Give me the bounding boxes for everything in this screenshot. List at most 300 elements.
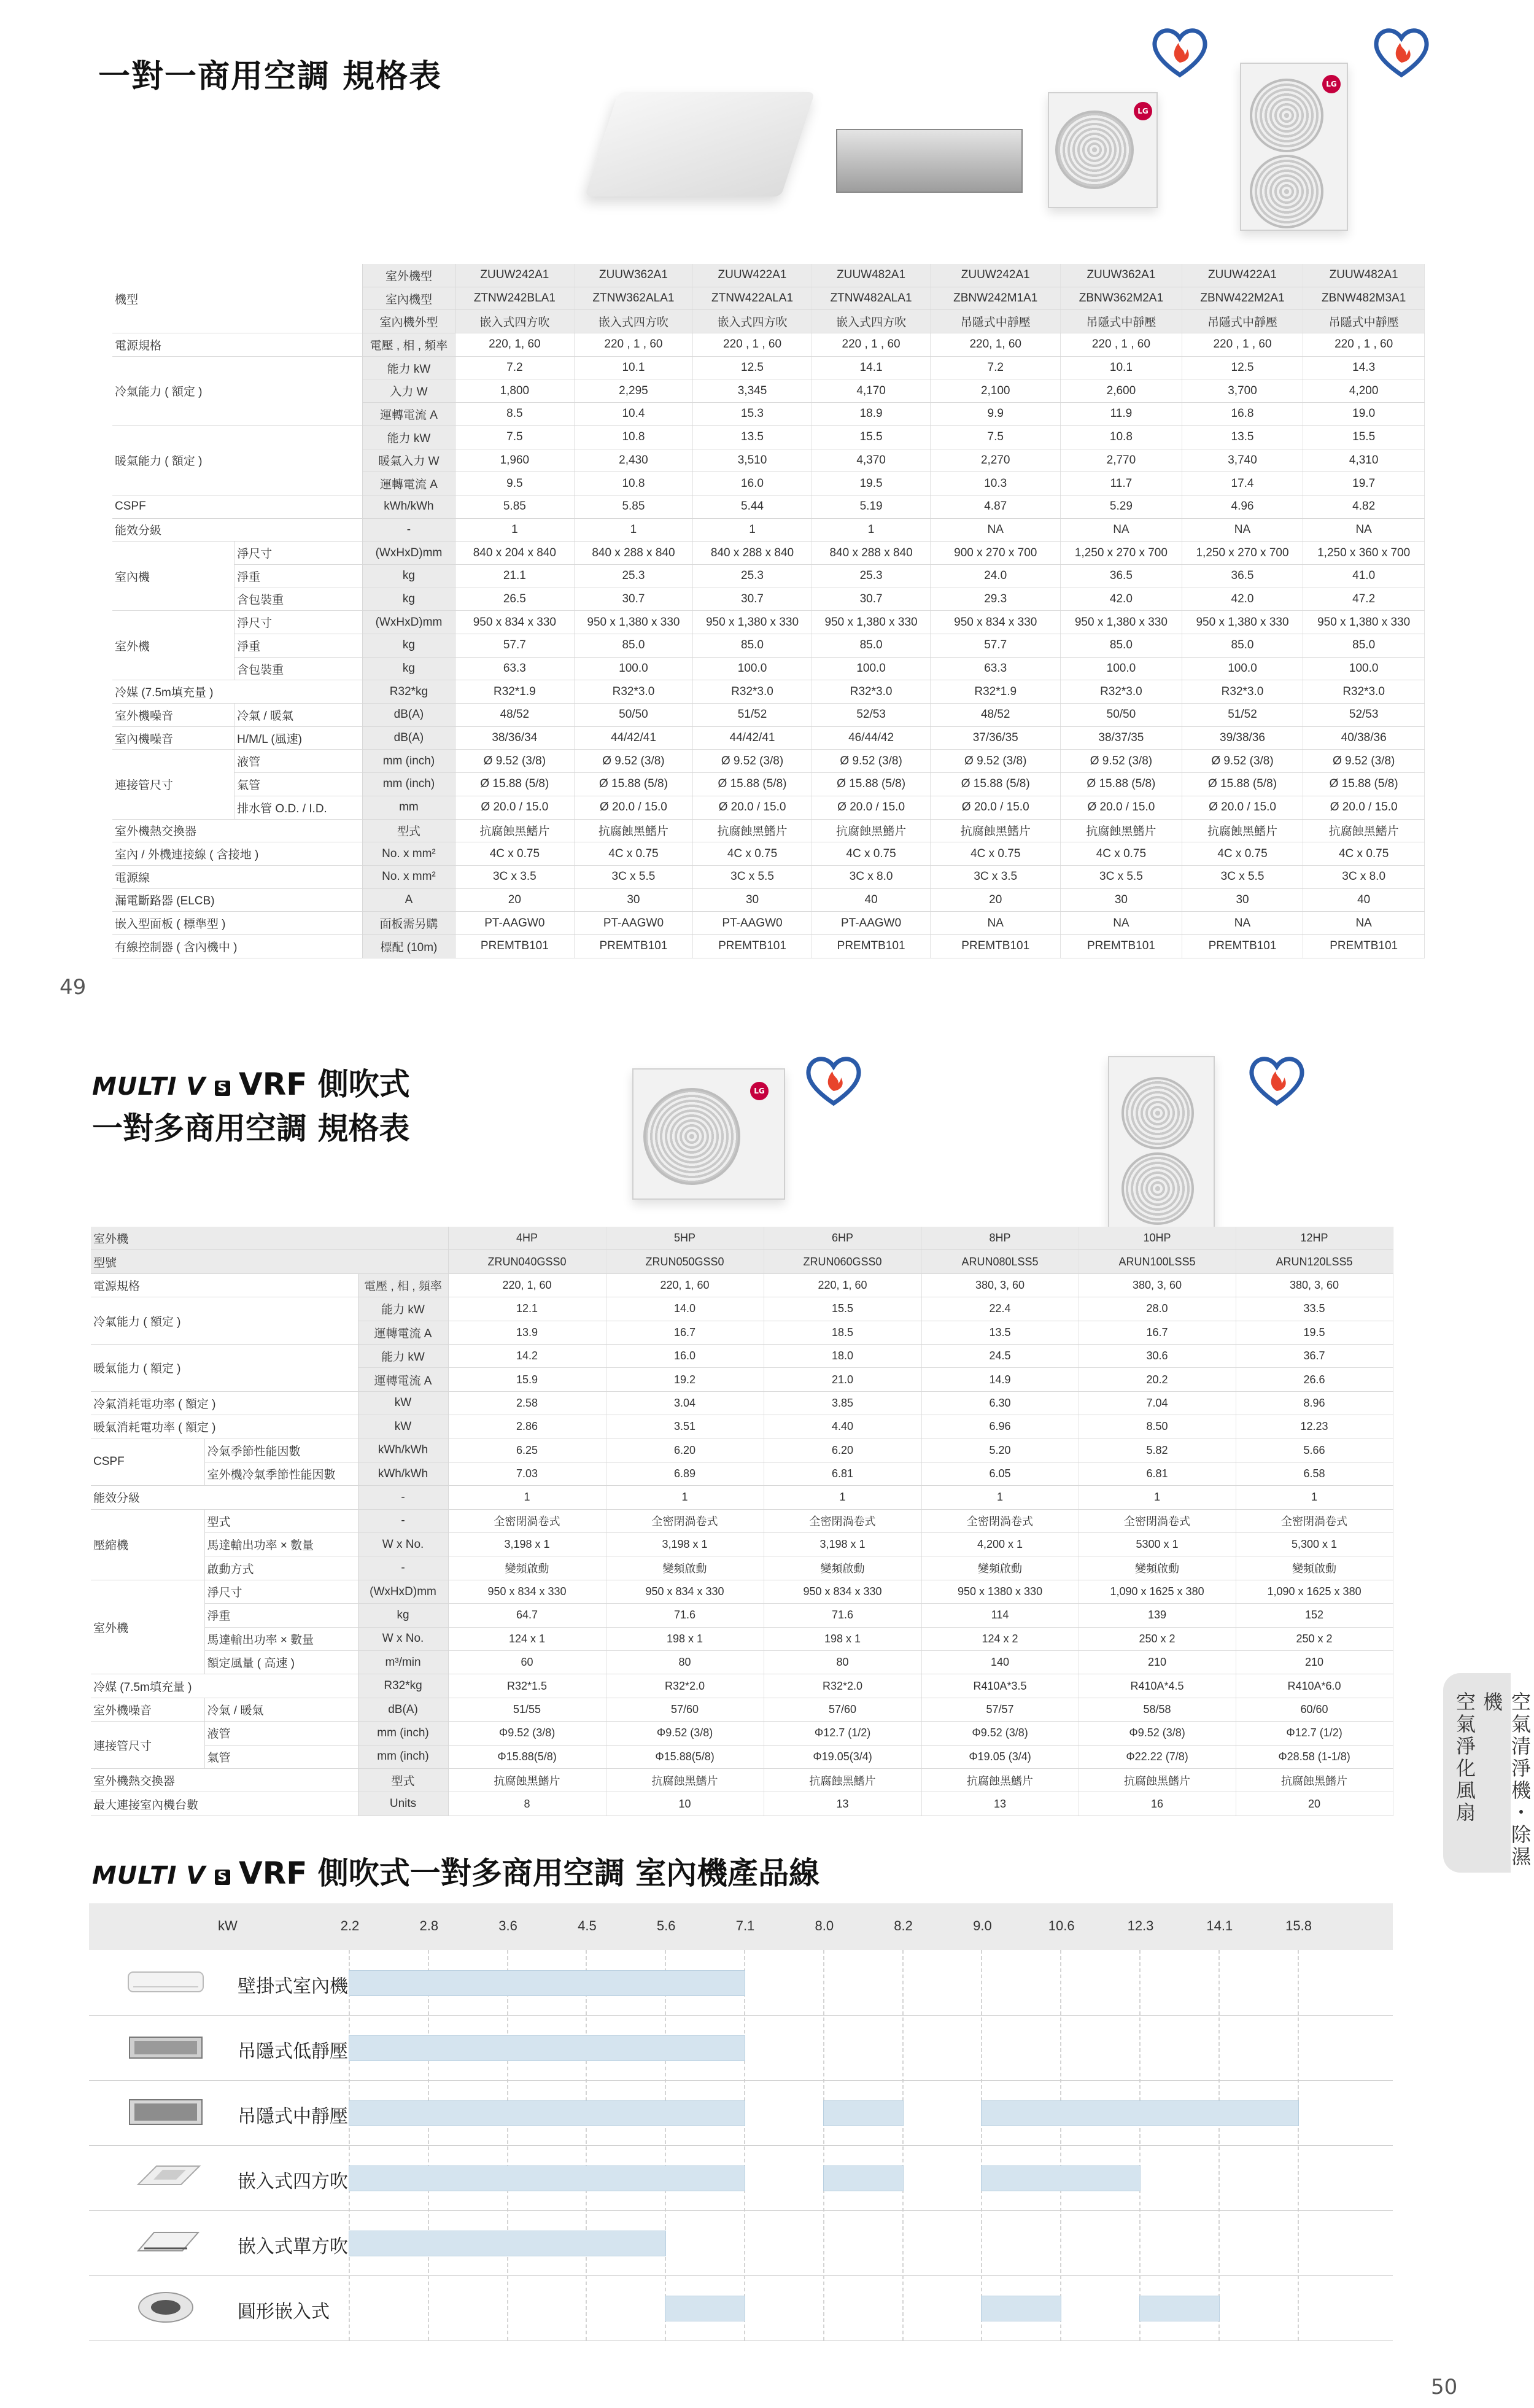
value-cell: Φ19.05 (3/4) [921,1745,1079,1768]
value-cell: 20 [455,888,575,912]
row-unit: kW [358,1415,448,1439]
value-cell: 64.7 [448,1604,606,1627]
row-label: 電源規格 [112,333,362,357]
value-cell: 16 [1079,1792,1236,1816]
value-cell: 38/36/34 [455,726,575,750]
value-cell: 85.0 [1182,634,1303,658]
model-cell: 嵌入式四方吹 [693,310,812,333]
product-line-label: 吊隱式中靜壓 [238,2106,348,2127]
kw-tick: 15.8 [1285,1918,1312,1933]
value-cell: Φ9.52 (3/8) [448,1722,606,1745]
value-cell: 1 [1236,1486,1393,1509]
row-unit: kW [358,1391,448,1415]
model-sub-label: 室內機外型 [362,310,455,333]
row-unit: - [358,1556,448,1580]
product-line-row [89,2015,1393,2081]
model-cell: ZTNW482ALA1 [812,287,931,310]
row-sublabel: 冷氣 / 暖氣 [234,704,363,727]
value-cell: 57/60 [606,1698,764,1721]
row-sublabel: 額定風量 ( 高速 ) [204,1651,358,1674]
value-cell: 42.0 [1182,588,1303,611]
value-cell: 4,310 [1303,449,1425,472]
value-cell: R32*1.9 [455,680,575,704]
product-line-row [89,2275,1393,2341]
value-cell: 7.2 [455,356,575,379]
value-cell: 57/60 [764,1698,921,1721]
value-cell: 840 x 204 x 840 [455,542,575,565]
row-unit: (WxHxD)mm [358,1580,448,1603]
value-cell: 950 x 834 x 330 [455,611,575,634]
value-cell: PREMTB101 [574,934,693,958]
value-cell: 25.3 [574,564,693,588]
value-cell: 1,960 [455,449,575,472]
value-cell: 3C x 5.5 [1061,865,1182,888]
value-cell: 85.0 [812,634,931,658]
value-cell: 全密閉渦卷式 [764,1509,921,1532]
value-cell: 5.20 [921,1439,1079,1462]
value-cell: 4.87 [931,495,1061,518]
value-cell: 30.6 [1079,1344,1236,1367]
row-sublabel: 氣管 [204,1745,358,1768]
value-cell: 4,200 x 1 [921,1533,1079,1556]
heart-flame-icon [1371,25,1432,79]
value-cell: Φ15.88(5/8) [606,1745,764,1768]
row-unit: 能力 kW [362,356,455,379]
value-cell: 全密閉渦卷式 [921,1509,1079,1532]
value-cell: 5.85 [455,495,575,518]
value-cell: 抗腐蝕黑鰭片 [1079,1768,1236,1792]
row-label: 電源規格 [91,1273,358,1297]
value-cell: 198 x 1 [606,1627,764,1650]
value-cell: 9.9 [931,403,1061,426]
row-sublabel: 淨尺寸 [204,1580,358,1603]
row-unit: 能力 kW [362,425,455,449]
side-tab-label-1: 空氣清淨機・除濕機 [1480,1691,1532,1868]
product-line-label: 壁掛式室內機 [238,1976,348,1997]
header-cell: 12HP [1236,1227,1393,1250]
value-cell: 14.0 [606,1297,764,1321]
value-cell: 13 [764,1792,921,1816]
value-cell: 4C x 0.75 [1303,842,1425,866]
value-cell: 40 [812,888,931,912]
value-cell: 220, 1, 60 [931,333,1061,357]
value-cell: 8.96 [1236,1391,1393,1415]
capacity-range-bar [981,2296,1061,2321]
value-cell: 114 [921,1604,1079,1627]
model-sub-label: 室外機型 [362,264,455,287]
heart-flame-icon [1246,1053,1307,1107]
value-cell: 250 x 2 [1236,1627,1393,1650]
value-cell: 25.3 [693,564,812,588]
value-cell: 3,198 x 1 [606,1533,764,1556]
row-unit: dB(A) [358,1698,448,1721]
outdoor-unit-single-fan-image [632,1068,785,1200]
row-unit: kg [362,634,455,658]
value-cell: 7.03 [448,1462,606,1485]
value-cell: 16.0 [693,472,812,495]
value-cell: R32*2.0 [606,1674,764,1698]
row-label: 室外機噪音 [91,1698,204,1721]
model-cell: 吊隱式中靜壓 [1182,310,1303,333]
value-cell: 63.3 [455,657,575,680]
value-cell: 13.5 [693,425,812,449]
value-cell: 5.66 [1236,1439,1393,1462]
value-cell: 14.1 [812,356,931,379]
value-cell: 30 [1061,888,1182,912]
value-cell: PREMTB101 [693,934,812,958]
value-cell: 1 [921,1486,1079,1509]
value-cell: 36.5 [1182,564,1303,588]
product-line-row [89,2145,1393,2211]
value-cell: 3.04 [606,1391,764,1415]
value-cell: 950 x 1,380 x 330 [1061,611,1182,634]
value-cell: 30.7 [693,588,812,611]
row-unit: 運轉電流 A [358,1368,448,1391]
value-cell: R32*3.0 [812,680,931,704]
row-sublabel: 含包裝重 [234,588,363,611]
row-label: 室內機 [112,542,234,611]
row-label: 暖氣能力 ( 額定 ) [91,1344,358,1391]
value-cell: 15.5 [764,1297,921,1321]
value-cell: 15.5 [1303,425,1425,449]
value-cell: 220 , 1 , 60 [574,333,693,357]
value-cell: 1,250 x 360 x 700 [1303,542,1425,565]
value-cell: NA [1303,518,1425,542]
row-unit: dB(A) [362,726,455,750]
value-cell: 1,090 x 1625 x 380 [1236,1580,1393,1603]
model-cell: ZUUW482A1 [812,264,931,287]
value-cell: Ø 20.0 / 15.0 [931,796,1061,819]
value-cell: 4,370 [812,449,931,472]
value-cell: 60 [448,1651,606,1674]
value-cell: 6.25 [448,1439,606,1462]
value-cell: 29.3 [931,588,1061,611]
row-label: CSPF [112,495,362,518]
model-cell: 嵌入式四方吹 [455,310,575,333]
model-cell: 吊隱式中靜壓 [1061,310,1182,333]
row-sublabel: 淨尺寸 [234,611,363,634]
kw-tick: 10.6 [1048,1918,1075,1933]
value-cell: 220 , 1 , 60 [693,333,812,357]
kw-tick: 14.1 [1206,1918,1233,1933]
value-cell: 全密閉渦卷式 [448,1509,606,1532]
row-unit: 型式 [362,819,455,842]
spec-table-one-to-one [112,264,1425,958]
product-line-header [89,1903,1393,1950]
value-cell: 42.0 [1061,588,1182,611]
value-cell: 9.5 [455,472,575,495]
header-cell: 8HP [921,1227,1079,1250]
value-cell: Ø 20.0 / 15.0 [1182,796,1303,819]
value-cell: 5300 x 1 [1079,1533,1236,1556]
value-cell: NA [1061,518,1182,542]
value-cell: 3,510 [693,449,812,472]
value-cell: 85.0 [1061,634,1182,658]
model-cell: 吊隱式中靜壓 [1303,310,1425,333]
model-cell: ZUUW242A1 [931,264,1061,287]
value-cell: 抗腐蝕黑鰭片 [921,1768,1079,1792]
value-cell: 100.0 [574,657,693,680]
value-cell: 33.5 [1236,1297,1393,1321]
value-cell: 124 x 2 [921,1627,1079,1650]
value-cell: 950 x 1,380 x 330 [1182,611,1303,634]
page-number-left: 49 [60,975,87,1000]
value-cell: 12.23 [1236,1415,1393,1439]
model-cell: 嵌入式四方吹 [812,310,931,333]
side-tab[interactable] [1443,1673,1532,1873]
value-cell: NA [931,912,1061,935]
kw-tick: 2.2 [340,1918,360,1933]
value-cell: 1 [693,518,812,542]
value-cell: Ø 20.0 / 15.0 [1061,796,1182,819]
value-cell: 1 [1079,1486,1236,1509]
value-cell: Ø 15.88 (5/8) [931,773,1061,796]
row-sublabel: 淨重 [234,634,363,658]
row-unit: 型式 [358,1768,448,1792]
value-cell: 3,198 x 1 [764,1533,921,1556]
value-cell: 16.7 [1079,1321,1236,1344]
row-sublabel: 啟動方式 [204,1556,358,1580]
header-cell: 10HP [1079,1227,1236,1250]
row-label: 室外機噪音 [112,704,234,727]
value-cell: 1 [812,518,931,542]
value-cell: 30 [693,888,812,912]
value-cell: 210 [1236,1651,1393,1674]
section-title-vrf: MULTI V S VRF 側吹式 [92,1066,410,1102]
value-cell: 220 , 1 , 60 [1303,333,1425,357]
value-cell: 3,740 [1182,449,1303,472]
value-cell: 3C x 5.5 [574,865,693,888]
value-cell: 220, 1, 60 [448,1273,606,1297]
indoor-unit-icon [126,1963,206,2000]
value-cell: 10.8 [574,472,693,495]
header-cell: ARUN100LSS5 [1079,1250,1236,1273]
header-cell: ZRUN040GSS0 [448,1250,606,1273]
value-cell: R410A*3.5 [921,1674,1079,1698]
kw-tick: 4.5 [578,1918,597,1933]
heart-flame-icon [803,1053,864,1107]
value-cell: 380, 3, 60 [1236,1273,1393,1297]
value-cell: Ø 20.0 / 15.0 [574,796,693,819]
value-cell: R410A*6.0 [1236,1674,1393,1698]
multi-v-logo: MULTI V S [92,1073,239,1101]
value-cell: 4.82 [1303,495,1425,518]
value-cell: 950 x 1,380 x 330 [812,611,931,634]
lg-logo: LG [1322,75,1341,93]
value-cell: 全密閉渦卷式 [606,1509,764,1532]
value-cell: 13 [921,1792,1079,1816]
value-cell: 5.19 [812,495,931,518]
row-unit: mm (inch) [362,773,455,796]
value-cell: Ø 15.88 (5/8) [1303,773,1425,796]
kw-tick: 8.0 [815,1918,834,1933]
indoor-unit-icon [126,2029,206,2065]
value-cell: 4C x 0.75 [1061,842,1182,866]
value-cell: 2,100 [931,379,1061,403]
value-cell: 3C x 8.0 [1303,865,1425,888]
value-cell: Φ12.7 (1/2) [1236,1722,1393,1745]
value-cell: 抗腐蝕黑鰭片 [455,819,575,842]
value-cell: 40 [1303,888,1425,912]
value-cell: 18.5 [764,1321,921,1344]
model-cell: 吊隱式中靜壓 [931,310,1061,333]
capacity-range-bar [823,2100,904,2126]
value-cell: 4C x 0.75 [1182,842,1303,866]
value-cell: 71.6 [764,1604,921,1627]
value-cell: 5,300 x 1 [1236,1533,1393,1556]
indoor-unit-icon [126,2224,206,2261]
value-cell: 6.89 [606,1462,764,1485]
value-cell: 44/42/41 [574,726,693,750]
value-cell: 4C x 0.75 [931,842,1061,866]
product-line-row [89,2080,1393,2146]
value-cell: 1 [448,1486,606,1509]
value-cell: 11.9 [1061,403,1182,426]
row-unit: - [358,1486,448,1509]
row-unit: A [362,888,455,912]
header-cell: 4HP [448,1227,606,1250]
value-cell: 28.0 [1079,1297,1236,1321]
row-label: 有線控制器 ( 含內機中 ) [112,934,362,958]
row-label: 最大連接室內機台數 [91,1792,358,1816]
value-cell: 3.51 [606,1415,764,1439]
value-cell: 50/50 [1061,704,1182,727]
value-cell: Ø 9.52 (3/8) [574,750,693,773]
value-cell: 2.86 [448,1415,606,1439]
value-cell: 1 [764,1486,921,1509]
value-cell: 24.0 [931,564,1061,588]
value-cell: 8 [448,1792,606,1816]
value-cell: 14.2 [448,1344,606,1367]
value-cell: 100.0 [812,657,931,680]
value-cell: 40/38/36 [1303,726,1425,750]
value-cell: R410A*4.5 [1079,1674,1236,1698]
value-cell: 5.44 [693,495,812,518]
value-cell: 950 x 1380 x 330 [921,1580,1079,1603]
indoor-unit-icon [126,2289,206,2326]
value-cell: 全密閉渦卷式 [1236,1509,1393,1532]
value-cell: 220, 1, 60 [606,1273,764,1297]
row-unit: 運轉電流 A [358,1321,448,1344]
value-cell: 11.7 [1061,472,1182,495]
value-cell: 18.9 [812,403,931,426]
value-cell: Ø 9.52 (3/8) [931,750,1061,773]
value-cell: Ø 20.0 / 15.0 [693,796,812,819]
value-cell: 抗腐蝕黑鰭片 [764,1768,921,1792]
value-cell: 3C x 8.0 [812,865,931,888]
value-cell: 100.0 [693,657,812,680]
value-cell: 48/52 [931,704,1061,727]
row-unit: - [362,518,455,542]
value-cell: 4C x 0.75 [693,842,812,866]
value-cell: 39/38/36 [1182,726,1303,750]
model-cell: ZUUW362A1 [574,264,693,287]
value-cell: 26.6 [1236,1368,1393,1391]
row-unit: mm (inch) [358,1745,448,1768]
row-unit: (WxHxD)mm [362,611,455,634]
model-cell: ZTNW362ALA1 [574,287,693,310]
value-cell: Φ9.52 (3/8) [1079,1722,1236,1745]
value-cell: 2,600 [1061,379,1182,403]
row-unit: No. x mm² [362,842,455,866]
product-line-label: 圓形嵌入式 [238,2301,330,2323]
value-cell: 4C x 0.75 [812,842,931,866]
value-cell: Ø 9.52 (3/8) [1303,750,1425,773]
value-cell: 抗腐蝕黑鰭片 [1061,819,1182,842]
value-cell: 220 , 1 , 60 [812,333,931,357]
value-cell: 1 [455,518,575,542]
value-cell: 1 [574,518,693,542]
value-cell: 57/57 [921,1698,1079,1721]
row-label: 冷氣消耗電功率 ( 額定 ) [91,1391,358,1415]
capacity-range-bar [349,2035,745,2061]
spec-table-vrf [91,1227,1393,1816]
header-cell: 5HP [606,1227,764,1250]
value-cell: 10.1 [1061,356,1182,379]
row-label: CSPF [91,1439,204,1486]
value-cell: 10.3 [931,472,1061,495]
value-cell: 1,090 x 1625 x 380 [1079,1580,1236,1603]
value-cell: 840 x 288 x 840 [693,542,812,565]
row-label: 連接管尺寸 [91,1722,204,1769]
row-label: 室內 / 外機連接線 ( 含接地 ) [112,842,362,866]
value-cell: 13.5 [921,1321,1079,1344]
value-cell: 100.0 [1182,657,1303,680]
value-cell: 3,345 [693,379,812,403]
model-cell: ZBNW422M2A1 [1182,287,1303,310]
value-cell: Φ28.58 (1-1/8) [1236,1745,1393,1768]
value-cell: 3,700 [1182,379,1303,403]
row-sublabel: 含包裝重 [234,657,363,680]
value-cell: 2,430 [574,449,693,472]
row-sublabel: 冷氣 / 暖氣 [204,1698,358,1721]
value-cell: 85.0 [1303,634,1425,658]
duct-unit-image [836,129,1023,193]
value-cell: 25.3 [812,564,931,588]
row-unit: mm (inch) [362,750,455,773]
value-cell: 19.2 [606,1368,764,1391]
capacity-range-bar [981,2100,1298,2126]
value-cell: Φ22.22 (7/8) [1079,1745,1236,1768]
row-label: 能效分級 [112,518,362,542]
value-cell: Ø 9.52 (3/8) [812,750,931,773]
row-unit: mm [362,796,455,819]
value-cell: 3,198 x 1 [448,1533,606,1556]
capacity-range-bar [823,2165,904,2191]
value-cell: 7.5 [931,425,1061,449]
row-label: 能效分級 [91,1486,358,1509]
row-sublabel: 淨重 [234,564,363,588]
value-cell: 抗腐蝕黑鰭片 [1236,1768,1393,1792]
value-cell: 950 x 1,380 x 330 [693,611,812,634]
value-cell: 840 x 288 x 840 [574,542,693,565]
value-cell: 5.85 [574,495,693,518]
product-line-row [89,1950,1393,2016]
value-cell: R32*2.0 [764,1674,921,1698]
model-cell: ZTNW422ALA1 [693,287,812,310]
page-title: 一對一商用空調 規格表 [98,58,443,95]
value-cell: Ø 15.88 (5/8) [455,773,575,796]
value-cell: 52/53 [1303,704,1425,727]
value-cell: 63.3 [931,657,1061,680]
value-cell: 1,800 [455,379,575,403]
outdoor-unit-large-image [1240,63,1348,231]
kw-tick: 12.3 [1127,1918,1154,1933]
value-cell: 57.7 [455,634,575,658]
value-cell: 20.2 [1079,1368,1236,1391]
value-cell: 變頻啟動 [1079,1556,1236,1580]
value-cell: 4,200 [1303,379,1425,403]
